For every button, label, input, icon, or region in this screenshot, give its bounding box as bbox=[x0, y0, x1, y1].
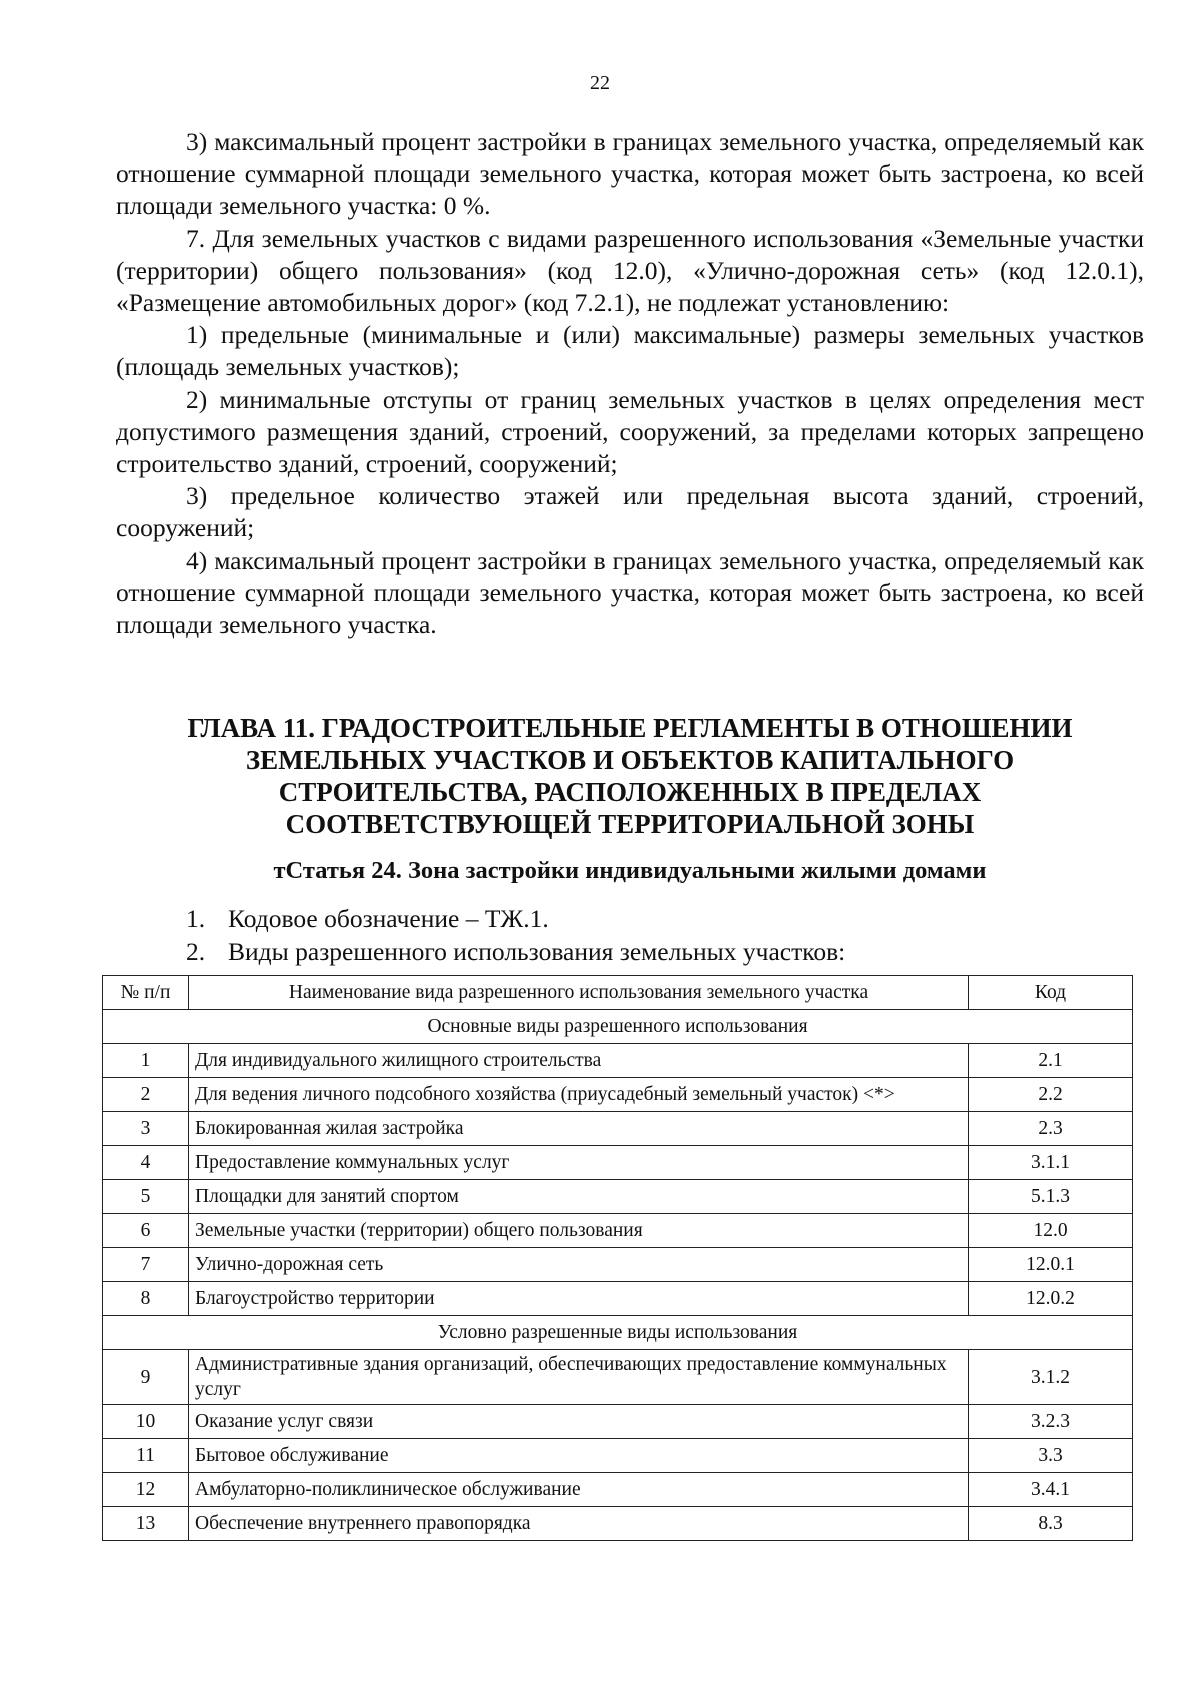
list-item-text: Виды разрешенного использования земельных участков: bbox=[228, 937, 846, 966]
row-num: 4 bbox=[103, 1146, 189, 1180]
list-item-text: Кодовое обозначение – ТЖ.1. bbox=[228, 904, 549, 933]
row-code: 8.3 bbox=[969, 1507, 1133, 1541]
list-item bbox=[186, 902, 845, 935]
row-name: Благоустройство территории bbox=[189, 1282, 969, 1316]
header-name: Наименование вида разрешенного использования земельного участка bbox=[189, 976, 969, 1010]
header-num: № п/п bbox=[103, 976, 189, 1010]
chapter-title-line: СООТВЕТСТВУЮЩЕЙ ТЕРРИТОРИАЛЬНОЙ ЗОНЫ bbox=[285, 809, 975, 839]
row-num: 6 bbox=[103, 1214, 189, 1248]
row-name: Оказание услуг связи bbox=[189, 1405, 969, 1439]
table-row bbox=[103, 1439, 1133, 1473]
row-num: 5 bbox=[103, 1180, 189, 1214]
chapter-title-line: ГЛАВА 11. ГРАДОСТРОИТЕЛЬНЫЕ РЕГЛАМЕНТЫ В ОТНОШЕНИИ bbox=[187, 713, 1073, 743]
row-name: Бытовое обслуживание bbox=[189, 1439, 969, 1473]
table-row bbox=[103, 1248, 1133, 1282]
row-num: 12 bbox=[103, 1473, 189, 1507]
table-row bbox=[103, 1044, 1133, 1078]
row-code: 3.1.2 bbox=[969, 1350, 1133, 1405]
row-num: 11 bbox=[103, 1439, 189, 1473]
body-text bbox=[116, 126, 1144, 641]
table-row bbox=[103, 1214, 1133, 1248]
section-conditional: Условно разрешенные виды использования bbox=[103, 1316, 1133, 1350]
row-code: 3.3 bbox=[969, 1439, 1133, 1473]
row-code: 2.1 bbox=[969, 1044, 1133, 1078]
numbered-items bbox=[186, 902, 845, 968]
section-main: Основные виды разрешенного использования bbox=[103, 1010, 1133, 1044]
row-code: 3.1.1 bbox=[969, 1146, 1133, 1180]
row-num: 2 bbox=[103, 1078, 189, 1112]
table-row bbox=[103, 1507, 1133, 1541]
row-code: 2.3 bbox=[969, 1112, 1133, 1146]
table-row bbox=[103, 1112, 1133, 1146]
header-code: Код bbox=[969, 976, 1133, 1010]
table-section-row bbox=[103, 1316, 1133, 1350]
table-header-row bbox=[103, 976, 1133, 1010]
row-name: Амбулаторно-поликлиническое обслуживание bbox=[189, 1473, 969, 1507]
table-row bbox=[103, 1078, 1133, 1112]
row-num: 10 bbox=[103, 1405, 189, 1439]
chapter-title-line: ЗЕМЕЛЬНЫХ УЧАСТКОВ И ОБЪЕКТОВ КАПИТАЛЬНОГО bbox=[245, 745, 1015, 775]
row-code: 3.2.3 bbox=[969, 1405, 1133, 1439]
table-row bbox=[103, 1282, 1133, 1316]
row-name: Улично-дорожная сеть bbox=[189, 1248, 969, 1282]
table-row bbox=[103, 1180, 1133, 1214]
row-name: Площадки для занятий спортом bbox=[189, 1180, 969, 1214]
row-num: 13 bbox=[103, 1507, 189, 1541]
paragraph: 3) предельное количество этажей или предельная высота зданий, строений, сооружений; bbox=[116, 481, 1144, 543]
table-row bbox=[103, 1473, 1133, 1507]
list-item-number: 2. bbox=[186, 937, 206, 966]
chapter-title-line: СТРОИТЕЛЬСТВА, РАСПОЛОЖЕННЫХ В ПРЕДЕЛАХ bbox=[278, 777, 982, 807]
paragraph: 7. Для земельных участков с видами разрешенного использования «Земельные участки (территории) общего пользования» (код 12.0), «Улично-дорожная сеть» (код 12.0.1), «Размещение автомобильных дорог» (код 7.2.1), не подлежат установлению: bbox=[116, 223, 1144, 318]
row-name: Предоставление коммунальных услуг bbox=[189, 1146, 969, 1180]
row-code: 3.4.1 bbox=[969, 1473, 1133, 1507]
paragraph: 3) максимальный процент застройки в границах земельного участка, определяемый как отношение суммарной площади земельного участка, которая может быть застроена, ко всей площади земельного участка: 0 %. bbox=[116, 127, 1144, 221]
paragraph: 2) минимальные отступы от границ земельных участков в целях определения мест допустимого размещения зданий, строений, сооружений, за пределами которых запрещено строительство зданий, строений, сооружений; bbox=[116, 384, 1144, 479]
list-item-number: 1. bbox=[186, 904, 206, 933]
row-name: Земельные участки (территории) общего пользования bbox=[189, 1214, 969, 1248]
row-code: 5.1.3 bbox=[969, 1180, 1133, 1214]
row-num: 7 bbox=[103, 1248, 189, 1282]
table-row bbox=[103, 1405, 1133, 1439]
row-num: 1 bbox=[103, 1044, 189, 1078]
row-name: Блокированная жилая застройка bbox=[189, 1112, 969, 1146]
list-item bbox=[186, 935, 845, 968]
row-num: 9 bbox=[103, 1350, 189, 1405]
row-name: Для индивидуального жилищного строительства bbox=[189, 1044, 969, 1078]
chapter-title bbox=[116, 712, 1144, 840]
row-code: 2.2 bbox=[969, 1078, 1133, 1112]
article-title: тСтатья 24. Зона застройки индивидуальными жилыми домами bbox=[273, 857, 987, 884]
paragraph: 4) максимальный процент застройки в границах земельного участка, определяемый как отношение суммарной площади земельного участка, которая может быть застроена, ко всей площади земельного участка. bbox=[116, 545, 1144, 640]
row-num: 8 bbox=[103, 1282, 189, 1316]
table-section-row bbox=[103, 1010, 1133, 1044]
row-name: Административные здания организаций, обеспечивающих предоставление коммунальных услуг bbox=[189, 1350, 969, 1405]
paragraph: 1) предельные (минимальные и (или) максимальные) размеры земельных участков (площадь земельных участков); bbox=[116, 320, 1144, 382]
row-name: Обеспечение внутреннего правопорядка bbox=[189, 1507, 969, 1541]
row-num: 3 bbox=[103, 1112, 189, 1146]
table-row bbox=[103, 1350, 1133, 1405]
row-code: 12.0.1 bbox=[969, 1248, 1133, 1282]
land-use-table bbox=[102, 975, 1133, 1541]
row-name: Для ведения личного подсобного хозяйства (приусадебный земельный участок) <*> bbox=[189, 1078, 969, 1112]
row-code: 12.0.2 bbox=[969, 1282, 1133, 1316]
row-code: 12.0 bbox=[969, 1214, 1133, 1248]
table-row bbox=[103, 1146, 1133, 1180]
page-number: 22 bbox=[590, 72, 610, 94]
